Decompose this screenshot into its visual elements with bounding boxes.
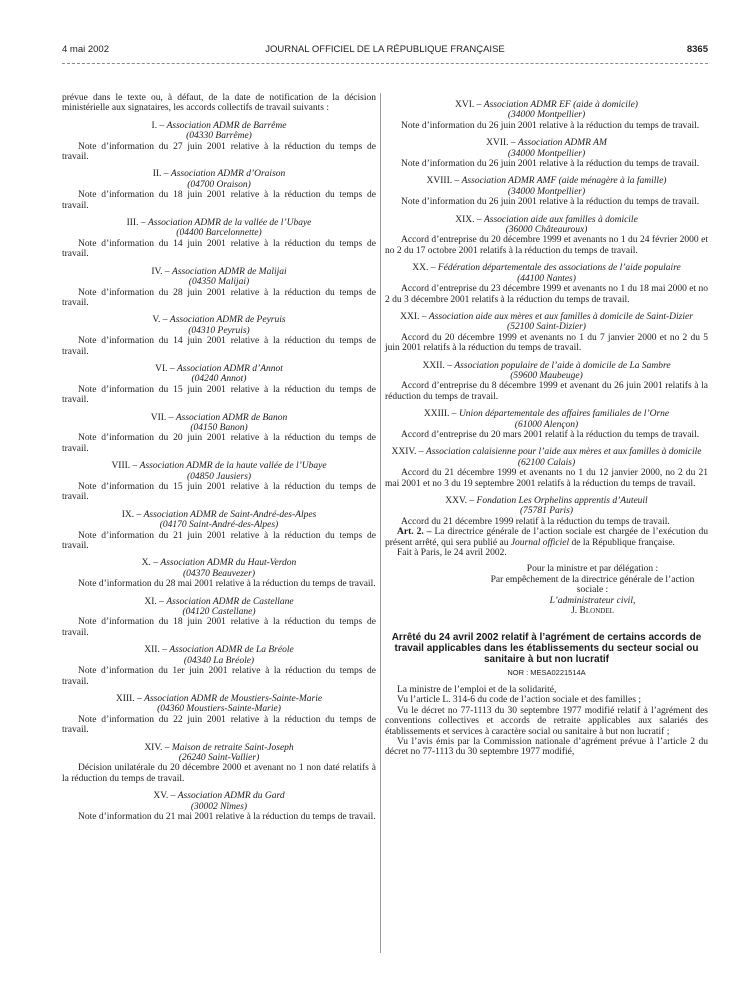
entry-text: Accord d’entreprise du 20 mars 2001 relatif à la réduction du temps de travail. bbox=[401, 429, 700, 440]
entry-place: (04350 Malijai) bbox=[188, 277, 250, 288]
entry-heading bbox=[385, 176, 708, 186]
header-journal-title: JOURNAL OFFICIEL DE LA RÉPUBLIQUE FRANÇAISE bbox=[265, 44, 505, 55]
entry-number: III. – bbox=[126, 218, 146, 229]
arrete-title: Arrêté du 24 avril 2002 relatif à l’agrément de certains accords de travail applicables dans les établissements du secteur social ou sanitaire à but non lucratif bbox=[391, 632, 702, 666]
entry-text: Accord d’entreprise du 23 décembre 1999 et avenants no 1 du 18 mai 2000 et no 2 du 3 décembre 2001 relatifs à la réduction du temps de travail. bbox=[385, 284, 708, 305]
entry-name: Association calaisienne pour l’aide aux mères et aux familles à domicile bbox=[425, 447, 702, 458]
entry-heading bbox=[385, 409, 708, 419]
entry-heading bbox=[62, 364, 376, 374]
entry-name: Fédération départementale des associations de l’aide populaire bbox=[437, 263, 681, 274]
entry-place: (26240 Saint-Vallier) bbox=[178, 752, 260, 763]
entry-heading bbox=[62, 267, 376, 277]
entry-name: Association ADMR d’Annot bbox=[177, 363, 283, 374]
entry-number: VI. – bbox=[155, 363, 175, 374]
entry-name: Association ADMR de Malijai bbox=[172, 266, 287, 277]
entry-number: X. – bbox=[141, 558, 159, 569]
entry-place: (04330 Barrême) bbox=[186, 131, 252, 142]
entry-text: Note d’information du 28 mai 2001 relative à la réduction du temps de travail. bbox=[78, 579, 376, 590]
entry-heading bbox=[385, 138, 708, 148]
entry-text: Note d’information du 1er juin 2001 relative à la réduction du temps de travail. bbox=[62, 666, 376, 687]
entry-heading bbox=[385, 100, 708, 110]
entry-text: Note d’information du 27 juin 2001 relative à la réduction du temps de travail. bbox=[62, 141, 376, 163]
arrete-minister: La ministre de l’emploi et de la solidarité, bbox=[397, 684, 557, 695]
entry-title bbox=[62, 645, 376, 666]
entry-place: (36000 Châteauroux) bbox=[505, 225, 588, 236]
entry-text: Décision unilatérale du 20 décembre 2000 et avenant no 1 non daté relatifs à la réduction du temps de travail. bbox=[62, 763, 376, 784]
left-column bbox=[62, 93, 376, 822]
article-2-label: Art. 2. – bbox=[397, 527, 432, 538]
entry-heading bbox=[62, 645, 376, 655]
entry-number: IV. – bbox=[151, 266, 170, 277]
entry-number: XIX. – bbox=[455, 214, 482, 225]
entry-number: XVIII. – bbox=[426, 176, 460, 187]
entry-heading bbox=[385, 215, 708, 225]
entry-title bbox=[385, 138, 708, 159]
entry-heading bbox=[62, 218, 376, 228]
entry-heading bbox=[62, 791, 376, 801]
entry-title bbox=[385, 496, 708, 517]
entry-title bbox=[385, 176, 708, 197]
entry-text: Note d’information du 18 juin 2001 relative à la réduction du temps de travail. bbox=[62, 617, 376, 638]
article-2-text-before: La directrice générale de l’action sociale est chargée de l’exécution du présent arrêté, qui sera publié au bbox=[385, 527, 708, 548]
entry-number: XVII. – bbox=[486, 138, 516, 149]
entry-text: Note d’information du 15 juin 2001 relative à la réduction du temps de travail. bbox=[62, 384, 376, 406]
entry-title bbox=[62, 413, 376, 434]
left-entries bbox=[62, 121, 376, 823]
entry-place: (34000 Montpellier) bbox=[507, 186, 586, 197]
entry-heading bbox=[62, 413, 376, 423]
entry-number: XV. – bbox=[153, 791, 176, 802]
entry-heading bbox=[62, 461, 376, 471]
entry-title bbox=[385, 263, 708, 284]
entry-title bbox=[62, 791, 376, 812]
entry-heading bbox=[385, 361, 708, 371]
vu-item: Vu l’avis émis par la Commission nationale d’agrément prévue à l’article 2 du décret no 77-1113 du 30 septembre 1977 modifié, bbox=[385, 736, 708, 758]
entry-place: (75781 Paris) bbox=[519, 506, 574, 517]
entry-number: V. – bbox=[152, 315, 168, 326]
signature-role: L’administrateur civil, bbox=[549, 595, 636, 606]
header-page-number: 8365 bbox=[686, 44, 708, 55]
entry-place: (34000 Montpellier) bbox=[507, 148, 586, 159]
entry-heading bbox=[385, 496, 708, 506]
entry-title bbox=[62, 694, 376, 715]
vu-item: Vu le décret no 77-1113 du 30 septembre 1977 modifié relatif à l’agrément des conventions collectives et accords de retraite applicables aux salariés des établissements et services à caractère social ou sanitaire à but non lucratif ; bbox=[385, 705, 708, 737]
entry-title bbox=[62, 597, 376, 618]
entry-text: Accord du 21 décembre 1999 et avenants no 1 du 12 janvier 2000, no 2 du 21 mai 2001 et no 3 du 19 septembre 2001 relatifs à la réduction du temps de travail. bbox=[385, 468, 708, 489]
entry-title bbox=[62, 121, 376, 142]
article-2 bbox=[385, 527, 708, 548]
entry-number: XXV. – bbox=[445, 496, 475, 506]
entry-place: (04170 Saint-André-des-Alpes) bbox=[159, 520, 279, 531]
entry-title bbox=[62, 267, 376, 288]
entry-title bbox=[62, 461, 376, 482]
entry-number: II. – bbox=[152, 169, 169, 180]
entry-name: Association ADMR du Gard bbox=[177, 791, 285, 802]
entry-text: Note d’information du 14 juin 2001 relative à la réduction du temps de travail. bbox=[62, 238, 376, 260]
fait-a-paris: Fait à Paris, le 24 avril 2002. bbox=[397, 548, 507, 559]
article-2-text-after: de la République française. bbox=[571, 537, 675, 548]
page-header bbox=[62, 44, 708, 60]
entry-name: Association ADMR de Banon bbox=[175, 412, 288, 423]
entry-place: (59600 Maubeuge) bbox=[510, 370, 583, 381]
entry-name: Association populaire de l’aide à domicile de La Sambre bbox=[454, 360, 671, 371]
entry-number: XIII. – bbox=[115, 693, 142, 704]
entry-number: I. – bbox=[151, 120, 165, 131]
entry-name: Association ADMR d’Oraison bbox=[170, 169, 286, 180]
signature-line-1: Pour la ministre et par délégation : bbox=[526, 564, 659, 575]
entry-place: (61000 Alençon) bbox=[514, 419, 579, 430]
right-column bbox=[385, 93, 708, 758]
entry-text: Accord d’entreprise du 8 décembre 1999 et avenant du 26 juin 2001 relatifs à la réduction du temps de travail. bbox=[385, 381, 708, 402]
arrete-nor: NOR : MESA0221514A bbox=[507, 668, 586, 678]
entry-title bbox=[62, 169, 376, 190]
entry-heading bbox=[62, 510, 376, 520]
entry-name: Association ADMR AMF (aide ménagère à la famille) bbox=[461, 176, 667, 187]
entry-name: Association ADMR de Saint-André-des-Alpes bbox=[143, 509, 317, 520]
entry-title bbox=[62, 315, 376, 336]
entry-text: Note d’information du 21 juin 2001 relative à la réduction du temps de travail. bbox=[62, 530, 376, 552]
entry-number: VIII. – bbox=[111, 461, 138, 472]
article-2-journal: Journal officiel bbox=[510, 537, 570, 548]
entry-text: Note d’information du 14 juin 2001 relative à la réduction du temps de travail. bbox=[62, 336, 376, 357]
entry-name: Association ADMR de Castellane bbox=[166, 596, 294, 607]
entry-place: (04150 Banon) bbox=[190, 422, 248, 433]
entry-text: Accord du 21 décembre 1999 relatif à la réduction du temps de travail. bbox=[401, 516, 670, 527]
entry-heading bbox=[62, 694, 376, 704]
entry-name: Association ADMR de La Bréole bbox=[169, 645, 294, 656]
entry-name: Association ADMR EF (aide à domicile) bbox=[483, 100, 638, 110]
entry-number: VII. – bbox=[150, 412, 174, 423]
entry-heading bbox=[62, 743, 376, 753]
entry-number: XXI. – bbox=[400, 311, 427, 322]
vu-item: Vu l’article L. 314-6 du code de l’action sociale et des familles ; bbox=[397, 695, 641, 706]
entry-text: Note d’information du 20 juin 2001 relative à la réduction du temps de travail. bbox=[62, 433, 376, 454]
entry-name: Association ADMR de la haute vallée de l’Ubaye bbox=[139, 461, 327, 472]
entry-number: XII. – bbox=[144, 645, 167, 656]
header-rule bbox=[62, 63, 708, 64]
entry-place: (04360 Moustiers-Sainte-Marie) bbox=[157, 704, 281, 715]
entry-text: Note d’information du 26 juin 2001 relative à la réduction du temps de travail. bbox=[401, 197, 700, 208]
entry-number: XXIV. – bbox=[391, 447, 424, 458]
entry-title bbox=[62, 743, 376, 764]
signature-line-2: Par empêchement de la directrice générale de l’action sociale : bbox=[490, 574, 695, 596]
entry-text: Note d’information du 28 juin 2001 relative à la réduction du temps de travail. bbox=[62, 287, 376, 308]
entry-name: Fondation Les Orphelins apprentis d’Auteuil bbox=[476, 496, 648, 506]
entry-name: Association ADMR du Haut-Verdon bbox=[160, 558, 297, 569]
intro-text: prévue dans le texte ou, à défaut, de la date de notification de la décision ministérielle aux signataires, les accords collectifs de travail suivants : bbox=[62, 93, 376, 114]
entry-heading bbox=[385, 263, 708, 273]
entry-heading bbox=[62, 315, 376, 325]
entry-number: XVI. – bbox=[455, 100, 482, 110]
entry-place: (62100 Calais) bbox=[517, 457, 576, 468]
entry-place: (04310 Peyruis) bbox=[188, 325, 250, 336]
entry-title bbox=[385, 312, 708, 333]
entry-name: Association ADMR de la vallée de l’Ubaye bbox=[147, 218, 312, 229]
entry-number: XXII. – bbox=[422, 360, 452, 371]
entry-text: Accord d’entreprise du 20 décembre 1999 et avenants no 1 du 24 février 2000 et no 2 du 17 octobre 2001 relatifs à la réduction du temps de travail. bbox=[385, 235, 708, 256]
entry-place: (52100 Saint-Dizier) bbox=[507, 322, 586, 333]
entry-place: (04370 Beauvezer) bbox=[182, 568, 255, 579]
entry-heading bbox=[62, 597, 376, 607]
entry-place: (04850 Jausiers) bbox=[186, 471, 252, 482]
entry-number: IX. – bbox=[121, 509, 142, 520]
entry-text: Note d’information du 15 juin 2001 relative à la réduction du temps de travail. bbox=[62, 482, 376, 503]
vu-list bbox=[385, 695, 708, 757]
entry-place: (34000 Montpellier) bbox=[507, 110, 586, 121]
entry-number: XI. – bbox=[144, 596, 164, 607]
entry-number: XXIII. – bbox=[423, 409, 457, 420]
entry-place: (04400 Barcelonnette) bbox=[176, 228, 262, 239]
entry-heading bbox=[385, 447, 708, 457]
right-entries bbox=[385, 100, 708, 527]
entry-name: Association ADMR de Barrême bbox=[166, 120, 287, 131]
header-date: 4 mai 2002 bbox=[62, 44, 110, 55]
column-divider bbox=[380, 93, 381, 953]
signature-name: J. Blondel bbox=[571, 606, 614, 617]
entry-title bbox=[62, 218, 376, 239]
entry-place: (30002 Nîmes) bbox=[190, 801, 248, 812]
entry-place: (04240 Annot) bbox=[191, 374, 247, 385]
entry-heading bbox=[385, 312, 708, 322]
entry-name: Association ADMR de Moustiers-Sainte-Marie bbox=[144, 693, 323, 704]
entry-title bbox=[385, 447, 708, 468]
entry-text: Note d’information du 26 juin 2001 relative à la réduction du temps de travail. bbox=[401, 120, 700, 131]
entry-heading bbox=[62, 121, 376, 131]
entry-name: Association aide aux familles à domicile bbox=[483, 214, 638, 225]
entry-title bbox=[62, 558, 376, 579]
entry-name: Association aide aux mères et aux familles à domicile de Saint-Dizier bbox=[428, 311, 693, 322]
entry-text: Note d’information du 18 juin 2001 relative à la réduction du temps de travail. bbox=[62, 190, 376, 211]
entry-name: Association ADMR de Peyruis bbox=[169, 315, 286, 326]
signature-block bbox=[385, 564, 708, 616]
entry-name: Union départementale des affaires familiales de l’Orne bbox=[458, 409, 670, 420]
entry-text: Accord du 20 décembre 1999 et avenants no 1 du 7 janvier 2000 et no 2 du 5 juin 2001 relatifs à la réduction du temps de travail. bbox=[385, 332, 708, 354]
entry-text: Note d’information du 21 mai 2001 relative à la réduction du temps de travail. bbox=[78, 811, 376, 822]
entry-place: (04120 Castellane) bbox=[182, 607, 256, 618]
entry-title bbox=[62, 510, 376, 531]
entry-place: (04700 Oraison) bbox=[187, 179, 251, 190]
entry-number: XX. – bbox=[412, 263, 436, 274]
entry-title bbox=[385, 409, 708, 430]
entry-number: XIV. – bbox=[144, 742, 170, 753]
entry-name: Maison de retraite Saint-Joseph bbox=[171, 742, 294, 753]
entry-place: (44100 Nantes) bbox=[517, 273, 576, 284]
entry-title bbox=[385, 361, 708, 382]
entry-name: Association ADMR AM bbox=[518, 138, 607, 149]
entry-heading bbox=[62, 558, 376, 568]
entry-title bbox=[385, 215, 708, 236]
entry-text: Note d’information du 26 juin 2001 relative à la réduction du temps de travail. bbox=[401, 159, 700, 170]
entry-heading bbox=[62, 169, 376, 179]
entry-title bbox=[62, 364, 376, 385]
entry-text: Note d’information du 22 juin 2001 relative à la réduction du temps de travail. bbox=[62, 714, 376, 736]
entry-place: (04340 La Bréole) bbox=[183, 655, 255, 666]
entry-title bbox=[385, 100, 708, 121]
